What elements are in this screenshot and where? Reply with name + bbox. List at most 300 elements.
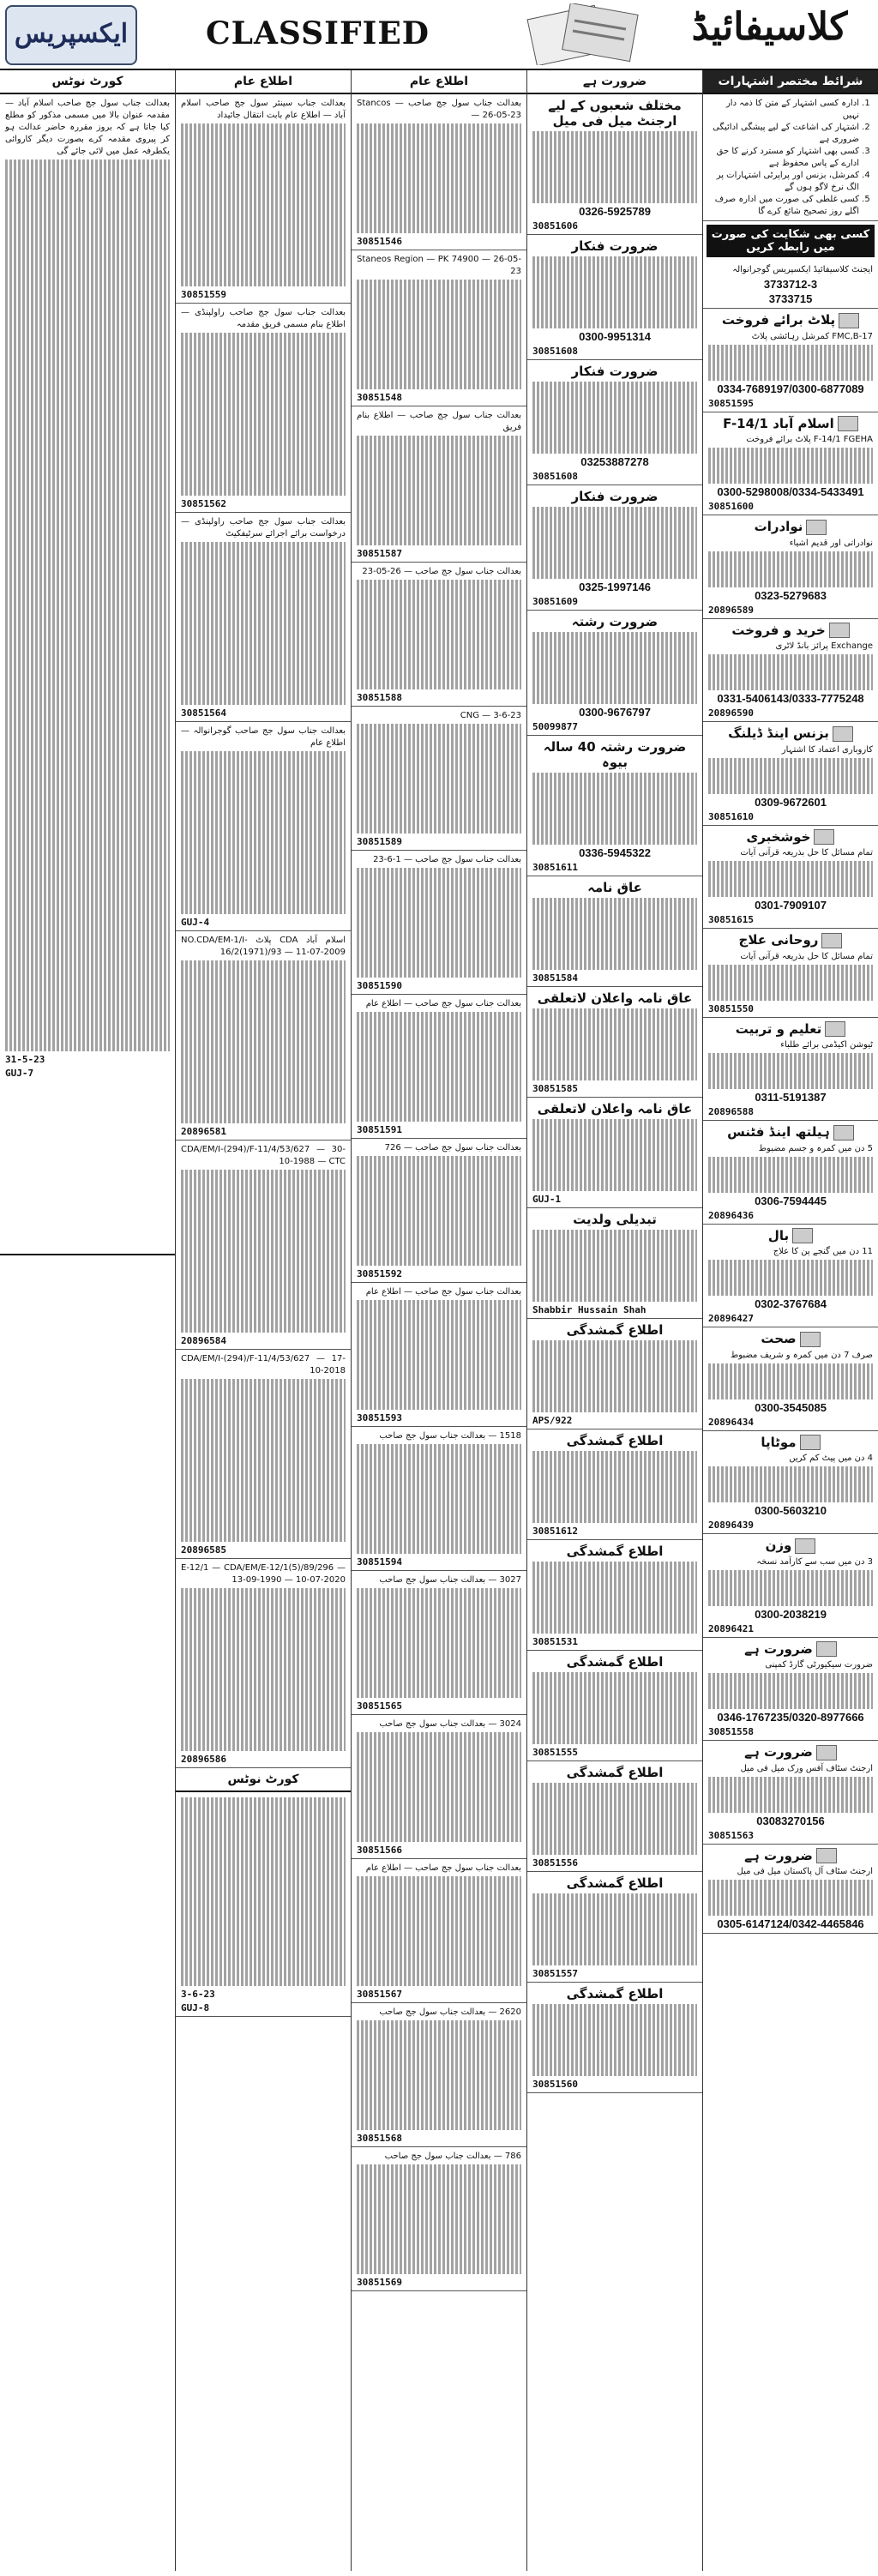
contact-phone-1: 3733712-3 <box>763 278 818 291</box>
terms-box <box>703 94 878 221</box>
ad-text: 4 دن میں پیٹ کم کریں <box>789 1454 873 1463</box>
text-block <box>181 333 346 496</box>
category-icon <box>816 1848 837 1863</box>
col4-ad <box>527 1208 702 1319</box>
col5-ad <box>703 1741 878 1845</box>
newspaper-decoration-icon <box>523 3 652 65</box>
ad-title: ضرورت رشتہ 40 سالہ بیوہ <box>543 739 687 770</box>
ad-ref: 30851587 <box>357 548 402 559</box>
col4-ad <box>527 1761 702 1872</box>
ad-title: عاق نامہ واعلان لاتعلقی <box>537 1101 693 1116</box>
ad-text: بعدالت جناب سول جج صاحب — 26-05-23 <box>362 567 521 576</box>
text-block <box>357 280 521 389</box>
ad-ref: 20896427 <box>708 1313 754 1324</box>
column-public-notice-1 <box>176 70 352 2571</box>
text-block <box>181 960 346 1123</box>
col3-ad <box>352 250 526 406</box>
ad-title-text: ضرورت ہے <box>744 1640 813 1657</box>
text-block <box>708 758 873 794</box>
ad-ref: 20896586 <box>181 1754 226 1765</box>
ad-title <box>708 312 873 328</box>
text-block <box>5 159 170 1051</box>
ad-text: ضرورت سیکیورٹی گارڈ کمپنی <box>765 1660 873 1670</box>
terms-rule: 2. اشتہار کی اشاعت کے لیے پیشگی ادائیگی ضروری ہے <box>708 122 859 146</box>
ad-text: تمام مسائل کا حل بذریعہ قرآنی آیات <box>740 848 873 858</box>
ad-ref: 30851563 <box>708 1829 754 1841</box>
text-block <box>181 123 346 286</box>
ad-ref: 30851567 <box>357 1989 402 2000</box>
ad-title <box>708 1641 873 1658</box>
category-icon <box>800 1332 821 1347</box>
ad-ref: 20896439 <box>708 1520 754 1531</box>
complaint-heading: کسی بھی شکایت کی صورت میں رابطہ کریں <box>707 225 875 257</box>
category-icon <box>829 623 850 638</box>
category-icon <box>795 1538 815 1554</box>
ad-text: Exchange پرائز بانڈ لاٹری <box>775 641 873 651</box>
ad-text: ٹیوشن اکیڈمی برائے طلباء <box>780 1040 873 1050</box>
text-block <box>532 1451 697 1523</box>
ad-title-text: بزنس اینڈ ڈیلنگ <box>728 725 829 741</box>
text-block <box>532 1119 697 1191</box>
court-notice-date: 31-5-23 <box>5 1054 45 1065</box>
ad-text: بعدالت جناب سول جج صاحب — اطلاع عام <box>365 999 521 1008</box>
ad-title <box>708 1021 873 1038</box>
col3-ad <box>352 995 526 1139</box>
terms-rule: 3. کسی بھی اشتہار کو مسترد کرنے کا حق ادارے کے پاس محفوظ ہے <box>708 146 859 170</box>
ad-ref: 30851610 <box>708 810 754 822</box>
ad-ref: 30851557 <box>532 1968 578 1979</box>
contact-text: ایجنٹ کلاسیفائیڈ ایکسپریس گوجرانوالہ <box>732 265 873 274</box>
text-block <box>357 2020 521 2130</box>
ad-phone: 0306-7594445 <box>755 1194 827 1207</box>
page-header <box>0 0 878 71</box>
ad-phone: 0305-6147124/0342-4465846 <box>717 1917 864 1930</box>
text-block <box>181 542 346 705</box>
col5-ad <box>703 1018 878 1122</box>
text-block <box>532 1230 697 1302</box>
text-block <box>357 724 521 834</box>
ad-title <box>708 1124 873 1141</box>
text-block <box>708 1673 873 1709</box>
col5-ad <box>703 1225 878 1328</box>
col2-ad-list <box>176 94 351 1768</box>
col1-heading: کورٹ نوٹس <box>0 70 175 94</box>
text-block <box>532 898 697 970</box>
ad-text: 3027 — بعدالت جناب سول جج صاحب <box>379 1575 521 1585</box>
ad-text: تمام مسائل کا حل بذریعہ قرآنی آیات <box>740 951 873 961</box>
ad-ref: 30851559 <box>181 289 226 300</box>
ad-title-text: ضرورت ہے <box>744 1744 813 1760</box>
category-icon <box>800 1435 821 1450</box>
col2-last-date: 3-6-23 <box>181 1989 215 2000</box>
text-block <box>708 654 873 690</box>
ad-ref: 30851608 <box>532 346 578 357</box>
col4-ad <box>527 235 702 360</box>
col3-ad <box>352 851 526 995</box>
text-block <box>532 632 697 704</box>
ad-title: ضرورت فنکار <box>571 364 658 379</box>
ad-title <box>708 1228 873 1244</box>
ad-title <box>708 829 873 846</box>
contact-phone-2: 3733715 <box>768 292 813 305</box>
col3-ad <box>352 1571 526 1715</box>
text-block <box>532 1893 697 1965</box>
court-notice-ad <box>0 94 175 1081</box>
ad-phone: 0309-9672601 <box>755 795 827 809</box>
text-block <box>532 507 697 579</box>
col5-ad-list <box>703 309 878 1934</box>
text-block <box>357 1732 521 1842</box>
col4-ad <box>527 1319 702 1429</box>
text-block <box>181 751 346 914</box>
text-block <box>532 1008 697 1080</box>
category-icon <box>833 1125 854 1141</box>
column-terms <box>703 70 878 2571</box>
category-icon <box>833 726 853 742</box>
ad-ref: 30851558 <box>708 1726 754 1737</box>
text-block <box>708 551 873 587</box>
ad-title-text: ضرورت ہے <box>744 1847 813 1863</box>
ad-text: بعدالت جناب سول جج صاحب — 1-6-23 <box>373 855 521 864</box>
ad-text: ارجنٹ سٹاف آل پاکستان میل فی میل <box>737 1867 873 1876</box>
column-public-notice-2 <box>352 70 527 2571</box>
ad-text: اسلام آباد CDA پلاٹ NO.CDA/EM-1/I-16/2(1971)/93 — 11-07-2009 <box>181 936 346 957</box>
ad-ref: 20896421 <box>708 1622 754 1634</box>
col4-heading: ضرورت ہے <box>527 70 702 94</box>
ad-title-text: خرید و فروخت <box>731 622 826 638</box>
ad-ref: 30851611 <box>532 862 578 873</box>
ad-phone: 0325-1997146 <box>579 581 651 593</box>
ad-phone: 0346-1767235/0320-8977666 <box>717 1711 864 1724</box>
text-block <box>181 1588 346 1751</box>
ad-title-text: خوشخبری <box>746 828 811 845</box>
ad-title <box>708 1848 873 1864</box>
text-block <box>357 1876 521 1986</box>
col5-ad <box>703 929 878 1018</box>
col4-ad <box>527 360 702 485</box>
ad-title: ضرورت فنکار <box>571 489 658 504</box>
ad-text: بعدالت جناب سول جج صاحب — Stancos — 26-05-23 <box>357 99 521 120</box>
col4-ad <box>527 611 702 736</box>
col3-ad <box>352 2003 526 2147</box>
ad-phone: 0300-5298008/0334-5433491 <box>717 485 864 498</box>
col2-ad <box>176 304 351 513</box>
ad-ref: 30851584 <box>532 972 578 984</box>
text-block <box>357 1012 521 1122</box>
ad-title-text: ہیلتھ اینڈ فٹنس <box>727 1124 830 1140</box>
text-block <box>708 1260 873 1296</box>
terms-list <box>708 98 873 218</box>
ad-title <box>708 932 873 948</box>
ad-phone: 03253887278 <box>580 455 649 468</box>
ad-phone: 0300-9951314 <box>579 330 651 343</box>
text-block <box>532 1672 697 1744</box>
ad-text: 5 دن میں کمرہ و جسم مضبوط <box>758 1143 873 1153</box>
col2-ad <box>176 94 351 304</box>
ad-text: 3024 — بعدالت جناب سول جج صاحب <box>379 1719 521 1729</box>
ad-ref: 20896585 <box>181 1544 226 1556</box>
col3-ad <box>352 707 526 851</box>
title-english: CLASSIFIED <box>206 15 430 51</box>
ad-title <box>708 1331 873 1347</box>
ad-text: 11 دن میں گنجے پن کا علاج <box>773 1247 873 1256</box>
ad-title: اطلاع گمشدگی <box>566 1875 664 1891</box>
ad-text: بعدالت جناب سول جج صاحب — 726 <box>384 1143 521 1153</box>
text-block <box>357 1588 521 1698</box>
col4-ad <box>527 1098 702 1208</box>
ad-text: 2620 — بعدالت جناب سول جج صاحب <box>379 2007 521 2017</box>
col5-heading: شرائط مختصر اشتہارات <box>703 70 878 94</box>
category-icon <box>816 1745 837 1760</box>
ad-ref: 30851591 <box>357 1124 402 1135</box>
ad-title-text: صحت <box>761 1331 797 1346</box>
ad-ref: 30851566 <box>357 1845 402 1856</box>
col2-ad <box>176 1350 351 1559</box>
ad-text: E-12/1 — CDA/EM/E-12/1(5)/89/296 — 13-09-1990 — 10-07-2020 <box>181 1563 346 1585</box>
ad-title-text: اسلام آباد F-14/1 <box>723 415 834 431</box>
ad-ref: 30851562 <box>181 498 226 509</box>
ad-ref: 20896589 <box>708 604 754 616</box>
text-block <box>708 1570 873 1606</box>
ad-phone: 0301-7909107 <box>755 899 827 912</box>
col5-ad <box>703 1327 878 1431</box>
ad-phone: 0300-9676797 <box>579 706 651 719</box>
ad-ref: 30851555 <box>532 1747 578 1758</box>
category-icon <box>806 520 827 535</box>
col5-ad <box>703 722 878 826</box>
ad-text: ارجنٹ سٹاف آفس ورک میل فی میل <box>740 1763 873 1773</box>
ad-ref: 20896434 <box>708 1416 754 1428</box>
category-icon <box>825 1021 845 1037</box>
ad-title-text: پلاٹ برائے فروخت <box>721 312 836 328</box>
col3-ad <box>352 94 526 250</box>
ad-title: عاق نامہ <box>587 880 642 895</box>
ad-title: اطلاع گمشدگی <box>566 1544 664 1559</box>
text-block <box>357 868 521 978</box>
ad-ref: 30851588 <box>357 692 402 703</box>
ad-phone: 0336-5945322 <box>579 846 651 859</box>
column-wanted <box>527 70 703 2571</box>
ad-title-text: نوادرات <box>754 519 803 534</box>
ad-title: تبدیلی ولدیت <box>573 1212 657 1227</box>
ad-text: بعدالت جناب سول جج صاحب راولپنڈی — درخواست برائے اجرائے سرٹیفکیٹ <box>181 517 346 539</box>
ad-ref: 30851546 <box>357 236 402 247</box>
col5-ad <box>703 826 878 930</box>
ad-ref: 20896590 <box>708 707 754 719</box>
text-block <box>357 1156 521 1266</box>
ad-ref: 30851531 <box>532 1636 578 1647</box>
col3-ad <box>352 1283 526 1427</box>
ad-ref: 30851609 <box>532 596 578 607</box>
logo-text: ایکسپریس <box>14 19 129 49</box>
ad-text: Staneos Region — PK 74900 — 26-05-23 <box>357 255 521 276</box>
ad-title <box>708 1744 873 1760</box>
text-block <box>708 1880 873 1916</box>
ad-ref: 30851568 <box>357 2133 402 2144</box>
ad-title: اطلاع گمشدگی <box>566 1986 664 2001</box>
ad-title: اطلاع گمشدگی <box>566 1765 664 1780</box>
category-icon <box>839 313 859 328</box>
ad-text: بعدالت جناب سول جج صاحب راولپنڈی — اطلاع بنام مسمی فریق مقدمہ <box>181 308 346 329</box>
text-block <box>532 2004 697 2076</box>
ad-ref: 30851612 <box>532 1526 578 1537</box>
text-block <box>532 1562 697 1634</box>
col5-ad <box>703 1638 878 1742</box>
text-block <box>357 580 521 689</box>
ad-text: بعدالت جناب سول جج صاحب — اطلاع بنام فریق <box>357 411 521 432</box>
ad-title <box>708 1538 873 1554</box>
ad-ref: 30851585 <box>532 1083 578 1094</box>
text-block <box>181 1797 346 1986</box>
terms-rule: 5. کسی غلطی کی صورت میں ادارہ صرف اگلے روز تصحیح شائع کرے گا <box>708 194 859 218</box>
ad-phone: 0302-3767684 <box>755 1297 827 1310</box>
blank-area <box>0 1254 175 2571</box>
express-logo <box>5 5 137 65</box>
col5-ad <box>703 309 878 412</box>
ad-ref: GUJ-4 <box>181 917 210 928</box>
ad-ref: 30851565 <box>357 1700 402 1712</box>
col4-ad <box>527 1429 702 1540</box>
ad-ref: 30851600 <box>708 501 754 512</box>
ad-text: 3 دن میں سب سے کارآمد نسخہ <box>756 1556 873 1567</box>
text-block <box>357 1300 521 1410</box>
ad-ref: 30851608 <box>532 471 578 482</box>
ad-ref: 30851560 <box>532 2079 578 2090</box>
ad-ref: 50099877 <box>532 721 578 732</box>
col3-ad <box>352 1427 526 1571</box>
col2-last-ref: GUJ-8 <box>181 2002 210 2013</box>
text-block <box>708 1466 873 1502</box>
ad-ref: 30851569 <box>357 2277 402 2288</box>
ad-ref: 20896436 <box>708 1209 754 1221</box>
ad-phone: 0323-5279683 <box>755 588 827 602</box>
col2-last-ad <box>176 1792 351 2017</box>
text-block <box>532 382 697 454</box>
col3-ad <box>352 2147 526 2291</box>
ad-text: کاروباری اعتماد کا اشتہار <box>781 744 873 755</box>
col2-ad <box>176 513 351 722</box>
text-block <box>357 2164 521 2274</box>
col3-ad <box>352 563 526 707</box>
ad-title-text: موٹاپا <box>761 1434 797 1450</box>
col5-ad <box>703 1431 878 1535</box>
col4-ad <box>527 1540 702 1651</box>
ad-title-text: روحانی علاج <box>738 932 819 948</box>
col5-ad <box>703 515 878 619</box>
col4-ad <box>527 1651 702 1761</box>
court-notice-ref: GUJ-7 <box>5 1068 34 1079</box>
ad-ref: 30851606 <box>532 220 578 232</box>
text-block <box>532 131 697 203</box>
text-block <box>532 256 697 328</box>
terms-rule: 4. کمرشل، بزنس اور پراپرٹی اشتہارات پر الگ نرخ لاگو ہوں گے <box>708 170 859 194</box>
col2-heading: اطلاع عام <box>176 70 351 94</box>
col5-ad <box>703 619 878 723</box>
ad-ref: 30851595 <box>708 397 754 409</box>
text-block <box>181 1379 346 1542</box>
ad-phone: 0331-5406143/0333-7775248 <box>717 692 864 705</box>
ad-ref: 30851615 <box>708 914 754 925</box>
ad-text: صرف 7 دن میں کمرہ و شریف مضبوط <box>730 1350 873 1360</box>
ad-ref: 30851590 <box>357 980 402 991</box>
ad-phone: 03083270156 <box>756 1814 825 1827</box>
col4-ad <box>527 987 702 1098</box>
ad-ref: 30851593 <box>357 1412 402 1423</box>
ad-phone: 0300-3545085 <box>755 1400 827 1414</box>
category-icon <box>814 829 834 845</box>
col2-ad <box>176 931 351 1141</box>
col3-ad <box>352 1139 526 1283</box>
category-icon <box>792 1228 813 1243</box>
ad-text: 786 — بعدالت جناب سول جج صاحب <box>384 2152 521 2161</box>
column-court-notice <box>0 70 176 2571</box>
category-icon <box>838 416 858 431</box>
ad-title <box>708 725 873 742</box>
ad-ref: 20896584 <box>181 1335 226 1346</box>
col5-ad <box>703 1845 878 1935</box>
text-block <box>357 1444 521 1554</box>
ad-ref: 20896588 <box>708 1106 754 1117</box>
title-urdu: کلاسیفائیڈ <box>691 5 848 49</box>
ad-title <box>708 519 873 535</box>
ad-title: مختلف شعبوں کے لیے ارجنٹ میل فی میل <box>548 98 682 129</box>
ad-ref: 30851550 <box>708 1002 754 1014</box>
ad-ref: 30851564 <box>181 707 226 719</box>
text-block <box>532 1783 697 1855</box>
text-block <box>357 436 521 545</box>
ad-text: F-14/1 FGEHA پلاٹ برائے فروخت <box>746 435 873 444</box>
col4-ad <box>527 876 702 987</box>
ad-phone: 0334-7689197/0300-6877089 <box>717 382 864 395</box>
col5-ad <box>703 1121 878 1225</box>
category-icon <box>816 1641 837 1657</box>
col5-ad <box>703 1534 878 1638</box>
text-block <box>708 1157 873 1193</box>
col2-heading2: کورٹ نوٹس <box>176 1768 351 1792</box>
ad-title <box>708 623 873 639</box>
ad-text: بعدالت جناب سول جج صاحب — اطلاع عام <box>365 1863 521 1873</box>
contact-box <box>703 261 878 309</box>
text-block <box>708 965 873 1001</box>
ad-title <box>708 416 873 432</box>
text-block <box>181 1170 346 1333</box>
ad-ref: 30851592 <box>357 1268 402 1279</box>
col4-ad-list <box>527 94 702 2093</box>
ad-text: بعدالت جناب سول جج صاحب — اطلاع عام <box>365 1287 521 1297</box>
ad-ref: 30851594 <box>357 1556 402 1568</box>
col2-ad <box>176 1559 351 1768</box>
ad-text: بعدالت جناب سول جج صاحب گوجرانوالہ — اطلاع عام <box>181 726 346 748</box>
col5-ad <box>703 412 878 516</box>
category-icon <box>821 933 842 948</box>
col2-ad <box>176 722 351 931</box>
col4-ad <box>527 1983 702 2093</box>
ad-phone: 0300-5603210 <box>755 1504 827 1517</box>
col3-ad <box>352 406 526 563</box>
ad-title: اطلاع گمشدگی <box>566 1433 664 1448</box>
ad-title <box>708 1435 873 1451</box>
ad-title: اطلاع گمشدگی <box>566 1654 664 1670</box>
text-block <box>357 123 521 233</box>
ad-title: اطلاع گمشدگی <box>566 1322 664 1338</box>
text-block <box>532 1340 697 1412</box>
col4-ad <box>527 485 702 611</box>
ad-text: FMC,B-17 کمرشل رہائشی پلاٹ <box>751 331 873 341</box>
ad-phone: 0300-2038219 <box>755 1607 827 1621</box>
col3-heading: اطلاع عام <box>352 70 526 94</box>
col4-ad <box>527 1872 702 1983</box>
ad-title-text: بال <box>767 1227 790 1243</box>
